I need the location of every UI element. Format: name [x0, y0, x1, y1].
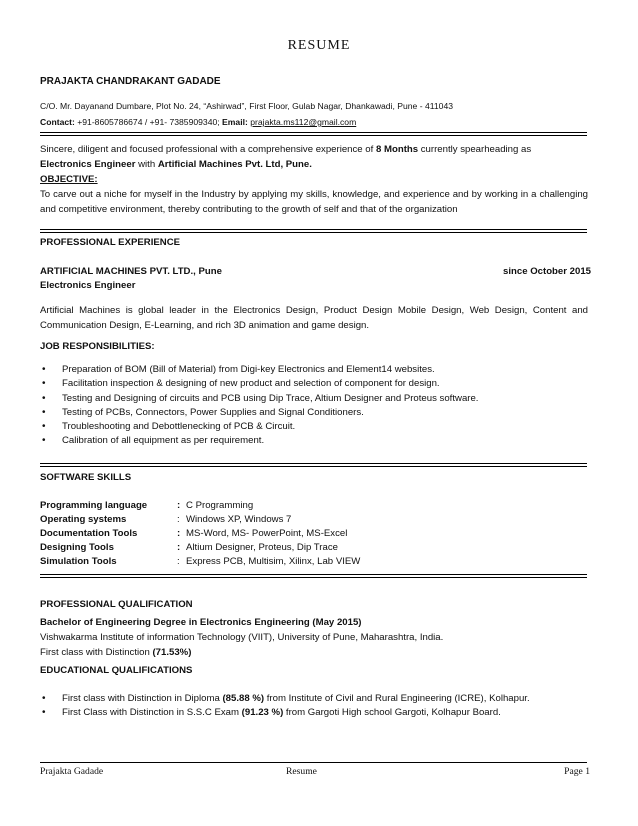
skill-sep: :: [177, 500, 181, 511]
skill-sep: :: [177, 542, 181, 553]
list-item: • Troubleshooting and Debottlenecking of PCB & Circuit.: [40, 420, 588, 434]
email-label: Email:: [222, 117, 248, 127]
edu-source: from Institute of Civil and Rural Engineering (ICRE), Kolhapur.: [264, 693, 530, 704]
summary-text: [40, 142, 588, 172]
list-item: [40, 706, 588, 720]
skill-key: Operating systems: [40, 514, 127, 525]
skill-key: Designing Tools: [40, 542, 114, 553]
summary-line1: Sincere, diligent and focused professional with a comprehensive experience of: [40, 144, 376, 155]
list-item: [40, 692, 588, 706]
section-divider: [40, 463, 587, 467]
list-item: • Calibration of all equipment as per requirement.: [40, 434, 588, 448]
address-line: C/O. Mr. Dayanand Dumbare, Plot No. 24, “Ashirwad”, First Floor, Gulab Nagar, Dhankawadi, Pune - 411043: [40, 101, 454, 111]
edu-score: (85.88 %): [222, 693, 265, 704]
edu-score: (91.23 %): [241, 707, 284, 719]
skill-value: Express PCB, Multisim, Xilinx, Lab VIEW: [186, 556, 361, 567]
skill-value: Altium Designer, Proteus, Dip Trace: [186, 542, 338, 553]
list-item: • Testing and Designing of circuits and PCB using Dip Trace, Altium Designer and Proteus software.: [40, 392, 588, 406]
footer-author: Prajakta Gadade: [40, 766, 104, 777]
job-role: Electronics Engineer: [40, 280, 136, 291]
footer-divider: [40, 762, 587, 763]
skill-value: Windows XP, Windows 7: [186, 514, 292, 525]
section-divider: [40, 229, 587, 233]
edu-text: First class with Distinction in Diploma: [62, 693, 223, 704]
company-description: Artificial Machines is global leader in the Electronics Design, Product Design Mobile Design, Web Design, Content and Communication Design, E-Learning, and rich 3D animation and game design.: [40, 305, 588, 331]
result-percentage: (71.53%): [152, 647, 192, 658]
contact-line: [40, 117, 356, 127]
skill-value: MS-Word, MS- PowerPoint, MS-Excel: [186, 528, 348, 539]
skill-sep: :: [177, 556, 180, 567]
list-item: • Facilitation inspection & designing of new product and selection of component for design.: [40, 377, 588, 391]
company-name: ARTIFICIAL MACHINES PVT. LTD., Pune: [40, 266, 222, 277]
candidate-name: PRAJAKTA CHANDRAKANT GADADE: [40, 76, 221, 87]
objective-text: To carve out a niche for myself in the Industry by applying my skills, knowledge, and experience and by working in a challenging and competitive environment, thereby contributing to the growth of self and that of the organization: [40, 189, 588, 215]
edu-source: from Gargoti High school Gargoti, Kolhapur Board.: [283, 707, 501, 719]
edu-text: First Class with Distinction in S.S.C Exam: [62, 707, 242, 719]
result-line: [40, 645, 588, 660]
objective-heading: OBJECTIVE:: [40, 174, 98, 185]
responsibilities-list: [40, 363, 588, 449]
summary-role: Electronics Engineer: [40, 159, 136, 170]
employment-since: since October 2015: [503, 266, 591, 277]
contact-phones: +91-8605786674 / +91- 7385909340;: [74, 117, 223, 127]
summary-company: Artificial Machines Pvt. Ltd, Pune.: [157, 159, 312, 170]
institute-line: Vishwakarma Institute of information Technology (VIIT), University of Pune, Maharashtra, India.: [40, 632, 444, 643]
list-item: • Testing of PCBs, Connectors, Power Supplies and Signal Conditioners.: [40, 406, 588, 420]
skill-key: Documentation Tools: [40, 528, 138, 539]
summary-line1-end: currently spearheading as: [418, 144, 532, 155]
section-divider: [40, 132, 587, 136]
footer-title: Resume: [286, 766, 317, 777]
software-heading: SOFTWARE SKILLS: [40, 472, 132, 483]
education-heading: EDUCATIONAL QUALIFICATIONS: [40, 665, 193, 676]
email-link[interactable]: prajakta.ms112@gmail.com: [250, 117, 357, 127]
skill-key: Simulation Tools: [40, 556, 117, 567]
section-divider: [40, 574, 587, 578]
contact-label: Contact:: [40, 117, 75, 127]
skill-sep: :: [177, 514, 180, 525]
degree-title: Bachelor of Engineering Degree in Electronics Engineering (May 2015): [40, 617, 362, 628]
experience-heading: PROFESSIONAL EXPERIENCE: [40, 237, 181, 248]
footer-page-number: Page 1: [564, 766, 590, 777]
resume-title: RESUME: [287, 38, 351, 53]
summary-with: with: [135, 159, 158, 170]
skill-value: C Programming: [186, 500, 254, 511]
skill-key: Programming language: [40, 500, 148, 511]
experience-duration: 8 Months: [375, 144, 419, 155]
education-list: [40, 692, 588, 721]
list-item: • Preparation of BOM (Bill of Material) from Digi-key Electronics and Element14 websites.: [40, 363, 588, 377]
responsibilities-heading: JOB RESPONSIBILITIES:: [40, 341, 155, 352]
result-text: First class with Distinction: [40, 647, 153, 658]
skill-sep: :: [177, 528, 181, 539]
qualification-heading: PROFESSIONAL QUALIFICATION: [40, 599, 193, 610]
